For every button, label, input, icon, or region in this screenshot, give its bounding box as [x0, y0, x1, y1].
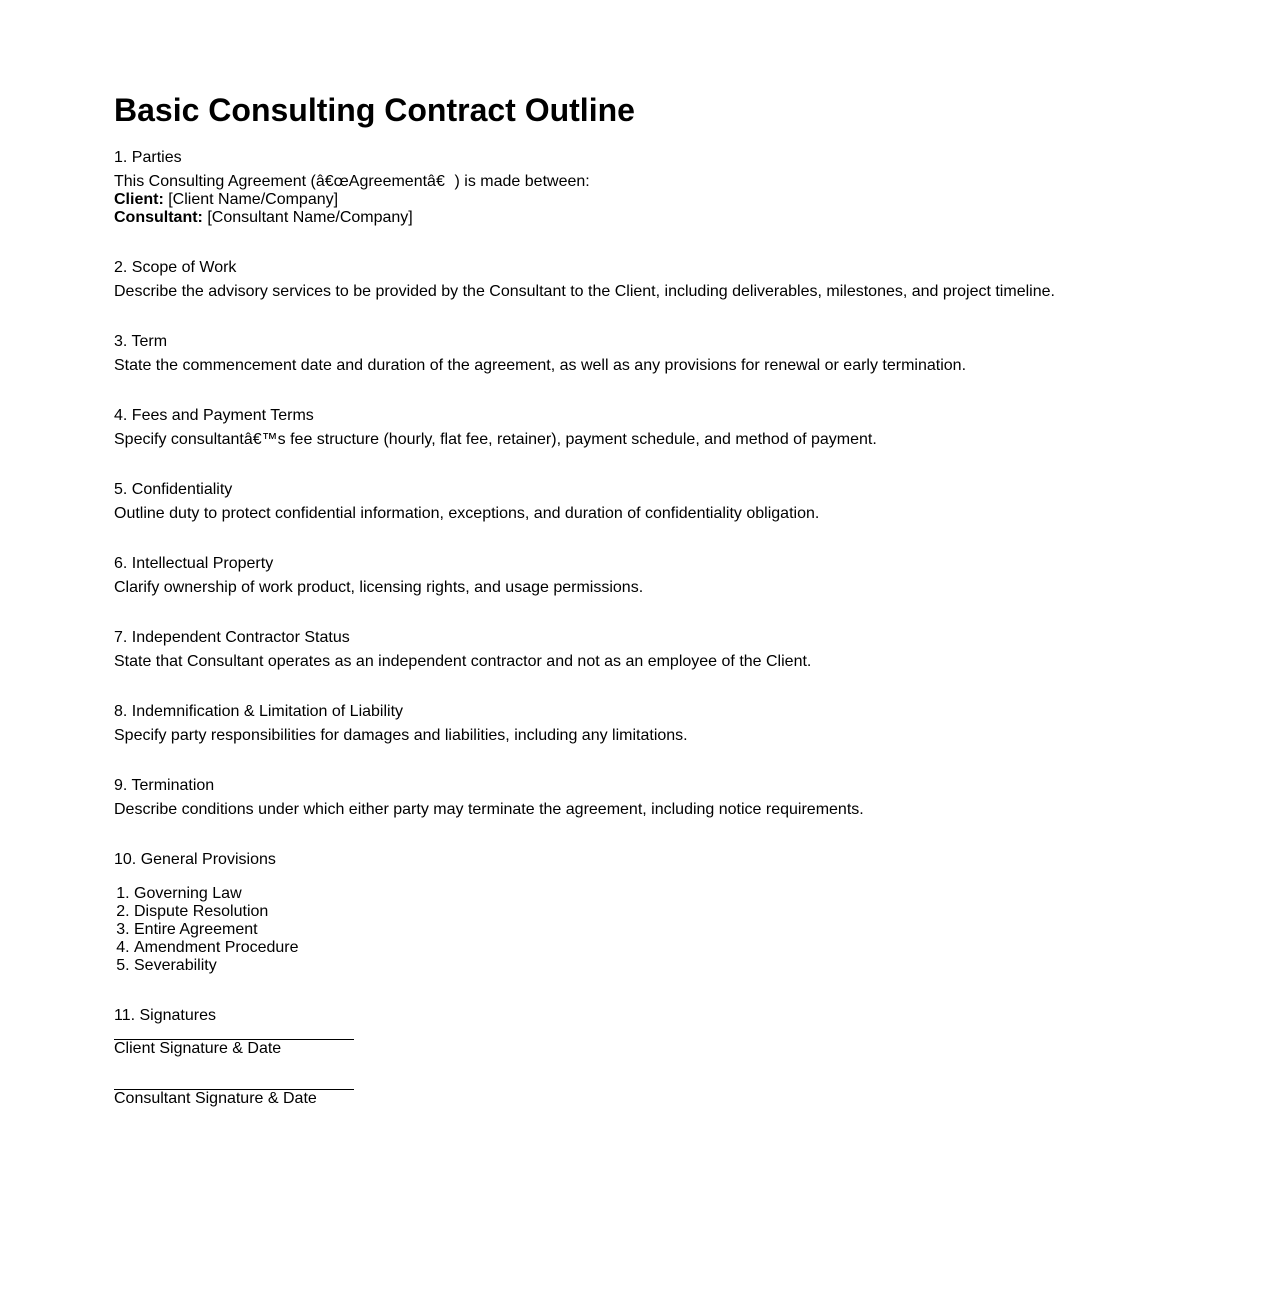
document [114, 88, 1214, 1108]
section-intellectual-property [114, 555, 1214, 597]
section-heading: 11. Signatures [114, 1007, 216, 1024]
section-body: Specify party responsibilities for damages and liabilities, including any limitations. [114, 727, 688, 744]
list-item: 3. Entire Agreement [134, 921, 1214, 939]
section-heading: 4. Fees and Payment Terms [114, 407, 314, 424]
client-line [114, 191, 1214, 209]
section-heading: 10. General Provisions [114, 851, 276, 868]
client-label: Client: [114, 191, 164, 208]
section-body: State that Consultant operates as an independent contractor and not as an employee of the Client. [114, 653, 812, 670]
section-body: Outline duty to protect confidential information, exceptions, and duration of confidentiality obligation. [114, 505, 820, 522]
client-value: [Client Name/Company] [163, 191, 339, 208]
section-heading: 6. Intellectual Property [114, 555, 274, 572]
parties-block [114, 173, 1214, 227]
consultant-signature-caption: Consultant Signature & Date [114, 1090, 317, 1107]
section-heading: 1. Parties [114, 149, 182, 166]
document-title: Basic Consulting Contract Outline [114, 92, 635, 128]
section-heading: 7. Independent Contractor Status [114, 629, 350, 646]
section-term [114, 333, 1214, 375]
section-termination [114, 777, 1214, 819]
section-scope-of-work [114, 259, 1214, 301]
section-parties [114, 149, 1214, 227]
section-heading: 9. Termination [114, 777, 215, 794]
consultant-line [114, 209, 1214, 227]
consultant-label: Consultant: [114, 209, 203, 226]
section-body: Describe conditions under which either party may terminate the agreement, including notice requirements. [114, 801, 864, 818]
section-independent-contractor [114, 629, 1214, 671]
section-heading: 5. Confidentiality [114, 481, 233, 498]
section-body: Specify consultantâ€™s fee structure (hourly, flat fee, retainer), payment schedule, and method of payment. [114, 431, 877, 448]
parties-intro: This Consulting Agreement (â€œAgreementâ€) is made between: [114, 173, 590, 190]
section-heading: 2. Scope of Work [114, 259, 237, 276]
consultant-value: [Consultant Name/Company] [202, 209, 413, 226]
section-general-provisions [114, 851, 1214, 975]
section-fees-and-payment [114, 407, 1214, 449]
section-confidentiality [114, 481, 1214, 523]
client-signature-caption: Client Signature & Date [114, 1040, 282, 1057]
section-indemnification [114, 703, 1214, 745]
list-item: 2. Dispute Resolution [134, 903, 1214, 921]
list-item: 5. Severability [134, 957, 1214, 975]
section-body: State the commencement date and duration of the agreement, as well as any provisions for renewal or early termination. [114, 357, 967, 374]
list-item: 4. Amendment Procedure [134, 939, 1214, 957]
section-heading: 3. Term [114, 333, 168, 350]
section-signatures [114, 1007, 1214, 1108]
section-body: Clarify ownership of work product, licensing rights, and usage permissions. [114, 579, 644, 596]
provisions-list [114, 885, 1214, 975]
section-body: Describe the advisory services to be provided by the Consultant to the Client, including deliverables, milestones, and project timeline. [114, 283, 1055, 300]
list-item: 1. Governing Law [134, 885, 1214, 903]
section-heading: 8. Indemnification & Limitation of Liability [114, 703, 404, 720]
